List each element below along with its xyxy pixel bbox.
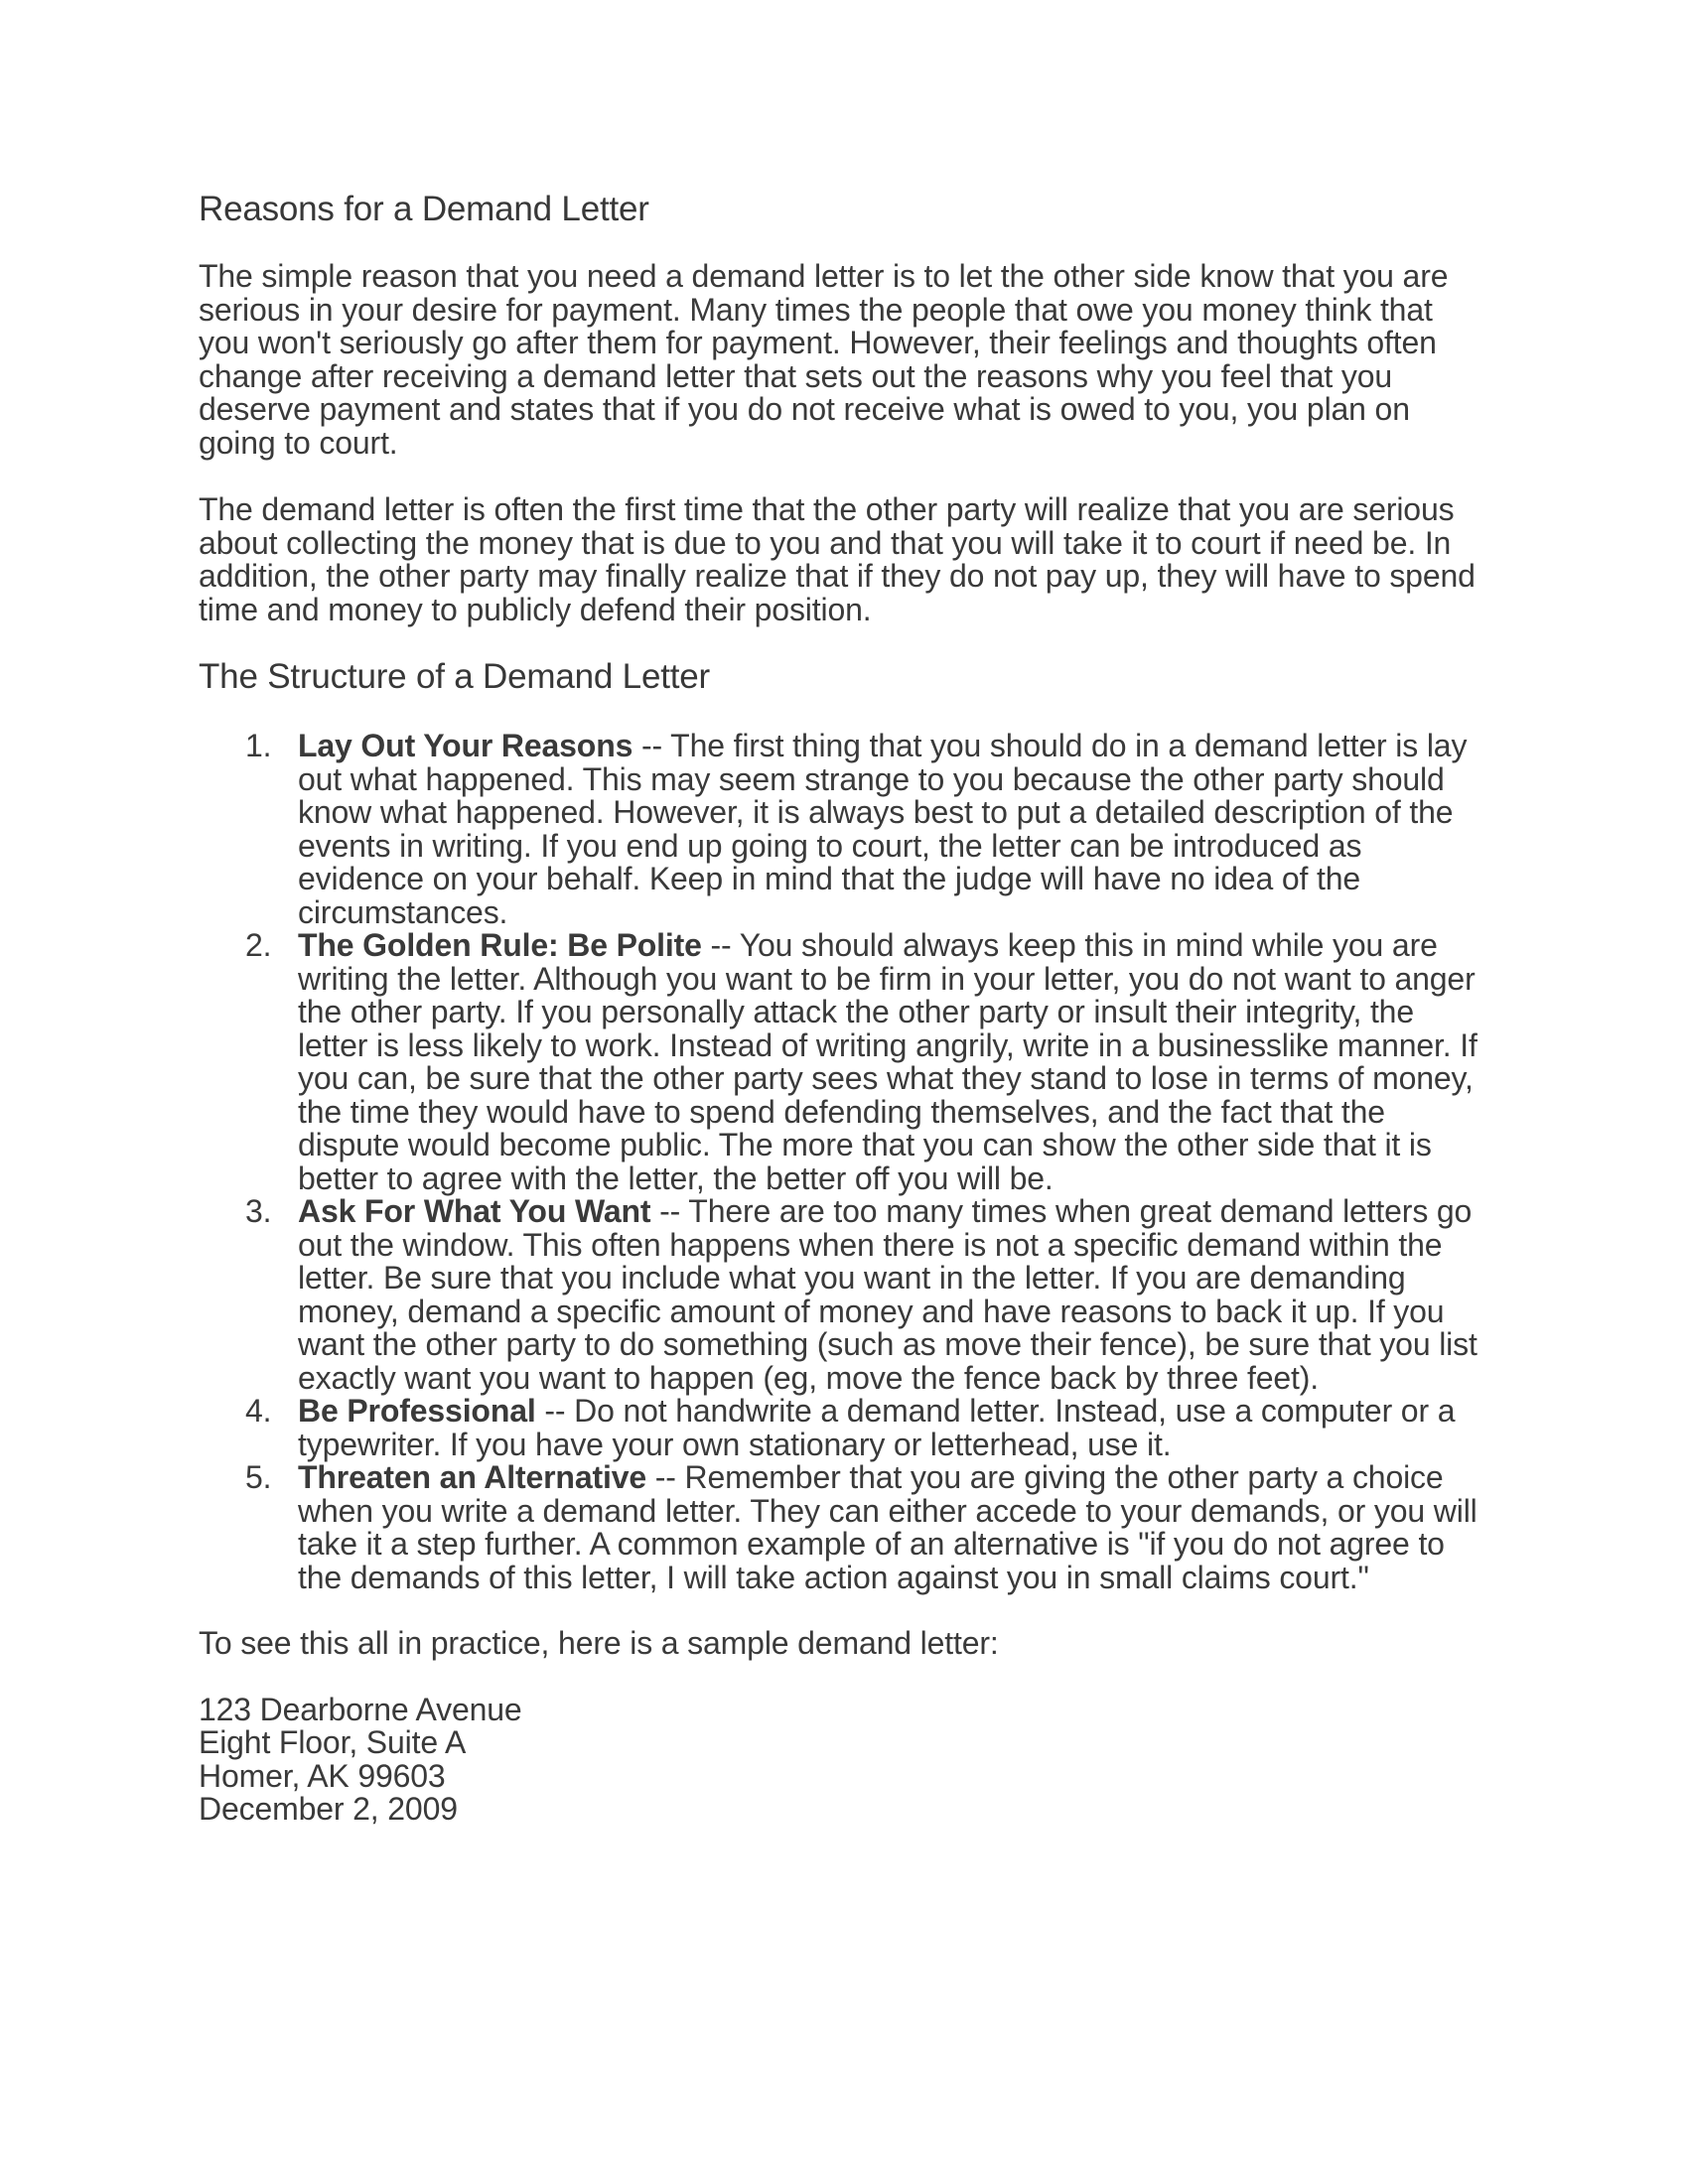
paragraph-simple-reason: The simple reason that you need a demand letter is to let the other side know that you are serious in your desire for payment. Many times the people that owe you money think that you won't seriously go after them for payment. However, their feelings and thoughts often change after receiving a demand letter that sets out the reasons why you feel that you deserve payment and states that if you do not receive what is owed to you, you plan on going to court. [199,258,1449,461]
list-item-number: 1. [245,728,272,763]
list-item [199,1461,1489,1594]
list-item [199,1395,1489,1461]
list-item-number: 2. [245,927,272,963]
list-item-text: -- You should always keep this in mind while you are writing the letter. Although you want to be firm in your letter, you do not want to anger the other party. If you personally attack the other party or insult their integrity, the letter is less likely to work. Instead of writing angrily, write in a businesslike manner. If you can, be sure that the other party sees what they stand to lose in terms of money, the time they would have to spend defending themselves, and the fact that the dispute would become public. The more that you can show the other side that it is better to agree with the letter, the better off you will be. [298,927,1477,1196]
list-item [199,929,1489,1195]
list-item-title: Threaten an Alternative [298,1459,647,1495]
heading-structure: The Structure of a Demand Letter [199,657,710,696]
list-item-title: Lay Out Your Reasons [298,728,633,763]
address-block [199,1691,1489,1827]
list-item-title: The Golden Rule: Be Polite [298,927,702,963]
list-item-text: -- There are too many times when great demand letters go out the window. This often happens when there is not a specific demand within the letter. Be sure that you include what you want in the letter. If you are demanding money, demand a specific amount of money and have reasons to back it up. If you want the other party to do something (such as move their fence), be sure that you list exactly want you want to happen (eg, move the fence back by three feet). [298,1193,1477,1396]
letter-date: December 2, 2009 [199,1791,458,1827]
address-street: 123 Dearborne Avenue [199,1691,522,1727]
structure-list [199,730,1489,1594]
heading-reasons: Reasons for a Demand Letter [199,190,649,228]
list-item-number: 3. [245,1193,272,1229]
address-suite: Eight Floor, Suite A [199,1724,467,1760]
list-item [199,730,1489,929]
list-item-title: Be Professional [298,1393,536,1429]
list-item-text: -- Remember that you are giving the other party a choice when you write a demand letter. They can either accede to your demands, or you will take it a step further. A common example of an alternative is "if you do not agree to the demands of this letter, I will take action against you in small claims court." [298,1459,1477,1595]
list-item-title: Ask For What You Want [298,1193,651,1229]
paragraph-first-time: The demand letter is often the first time that the other party will realize that you are serious about collecting the money that is due to you and that you will take it to court if need be. In addition, the other party may finally realize that if they do not pay up, they will have to spend time and money to publicly defend their position. [199,491,1476,627]
list-item-number: 4. [245,1393,272,1429]
paragraph-sample-intro: To see this all in practice, here is a sample demand letter: [199,1625,999,1661]
address-city: Homer, AK 99603 [199,1757,446,1794]
document-page [199,189,1489,1827]
list-item-text: -- Do not handwrite a demand letter. Instead, use a computer or a typewriter. If you have your own stationary or letterhead, use it. [298,1393,1456,1462]
list-item [199,1195,1489,1395]
list-item-number: 5. [245,1459,272,1495]
list-item-text: -- The first thing that you should do in a demand letter is lay out what happened. This may seem strange to you because the other party should know what happened. However, it is always best to put a detailed description of the events in writing. If you end up going to court, the letter can be introduced as evidence on your behalf. Keep in mind that the judge will have no idea of the circumstances. [298,728,1468,930]
